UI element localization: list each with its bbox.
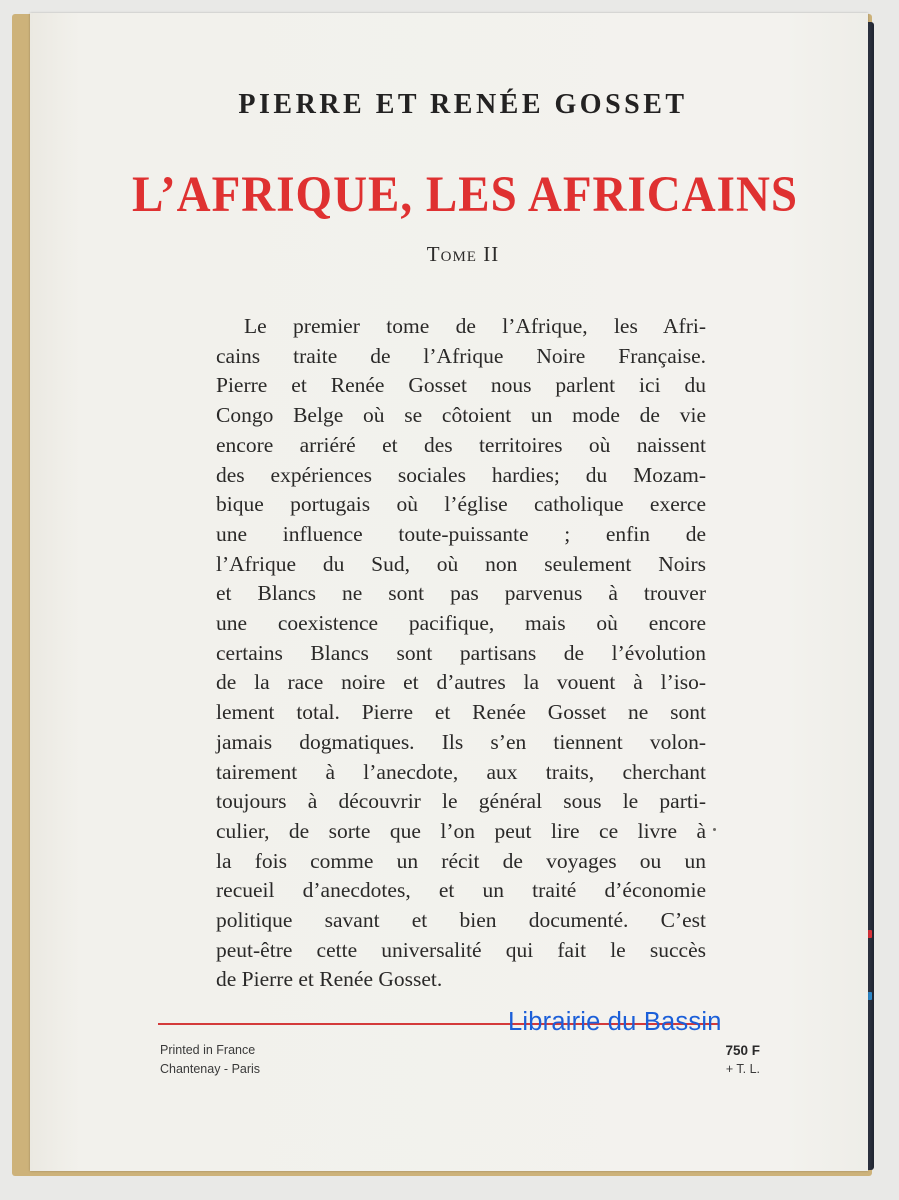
blurb-line: lement total. Pierre et Renée Gosset ne sont	[216, 700, 706, 725]
paper-speck	[713, 828, 716, 831]
volume-label: Tome II	[426, 242, 500, 266]
blurb-line: une coexistence pacifique, mais où encore	[216, 611, 706, 636]
book-title: L’AFRIQUE, LES AFRICAINS	[131, 166, 799, 224]
blurb-line: bique portugais où l’église catholique exerce	[216, 492, 706, 517]
blurb-line: Pierre et Renée Gosset nous parlent ici du	[216, 373, 706, 398]
blurb-line: recueil d’anecdotes, et un traité d’économie	[216, 878, 706, 903]
blurb-line: et Blancs ne sont pas parvenus à trouver	[216, 581, 706, 606]
book-back-cover	[30, 13, 868, 1171]
blurb-line: la fois comme un récit de voyages ou un	[216, 848, 706, 873]
blurb-line: jamais dogmatiques. Ils s’en tiennent volon-	[216, 729, 706, 754]
blurb-line: encore arriéré et des territoires où naissent	[216, 432, 706, 457]
blurb-line: de la race noire et d’autres la vouent à l’iso-	[216, 670, 706, 695]
author-name: PIERRE ET RENÉE GOSSET	[238, 89, 688, 120]
blurb-line: Congo Belge où se côtoient un mode de vie	[216, 403, 706, 428]
watermark-text: Librairie du Bassin	[508, 1008, 722, 1036]
blurb-line: des expériences sociales hardies; du Mozam-	[216, 462, 706, 487]
price-block	[670, 1041, 760, 1079]
blurb-line: culier, de sorte que l’on peut lire ce livre à	[216, 818, 706, 843]
imprint-line-printer: Chantenay - Paris	[160, 1062, 261, 1076]
blurb-line: politique savant et bien documenté. C’est	[216, 908, 706, 933]
imprint-line-country: Printed in France	[160, 1043, 256, 1057]
blurb-line: tairement à l’anecdote, aux traits, cherchant	[216, 759, 706, 784]
blurb-text	[216, 312, 706, 995]
blurb-line: certains Blancs sont partisans de l’évolution	[216, 640, 706, 665]
blurb-line: toujours à découvrir le général sous le parti-	[216, 789, 706, 814]
blurb-line: l’Afrique du Sud, où non seulement Noirs	[216, 551, 706, 576]
blurb-line: une influence toute-puissante ; enfin de	[216, 521, 706, 546]
blurb-line: Le premier tome de l’Afrique, les Afri-	[244, 314, 706, 338]
blurb-line: peut-être cette universalité qui fait le succès	[216, 937, 706, 962]
imprint-block	[160, 1041, 260, 1079]
blurb-line: de Pierre et Renée Gosset.	[216, 967, 443, 992]
price-label: 750 F	[725, 1043, 760, 1058]
blurb-line: cains traite de l’Afrique Noire Française.	[216, 343, 706, 368]
tax-label: + T. L.	[725, 1062, 760, 1076]
